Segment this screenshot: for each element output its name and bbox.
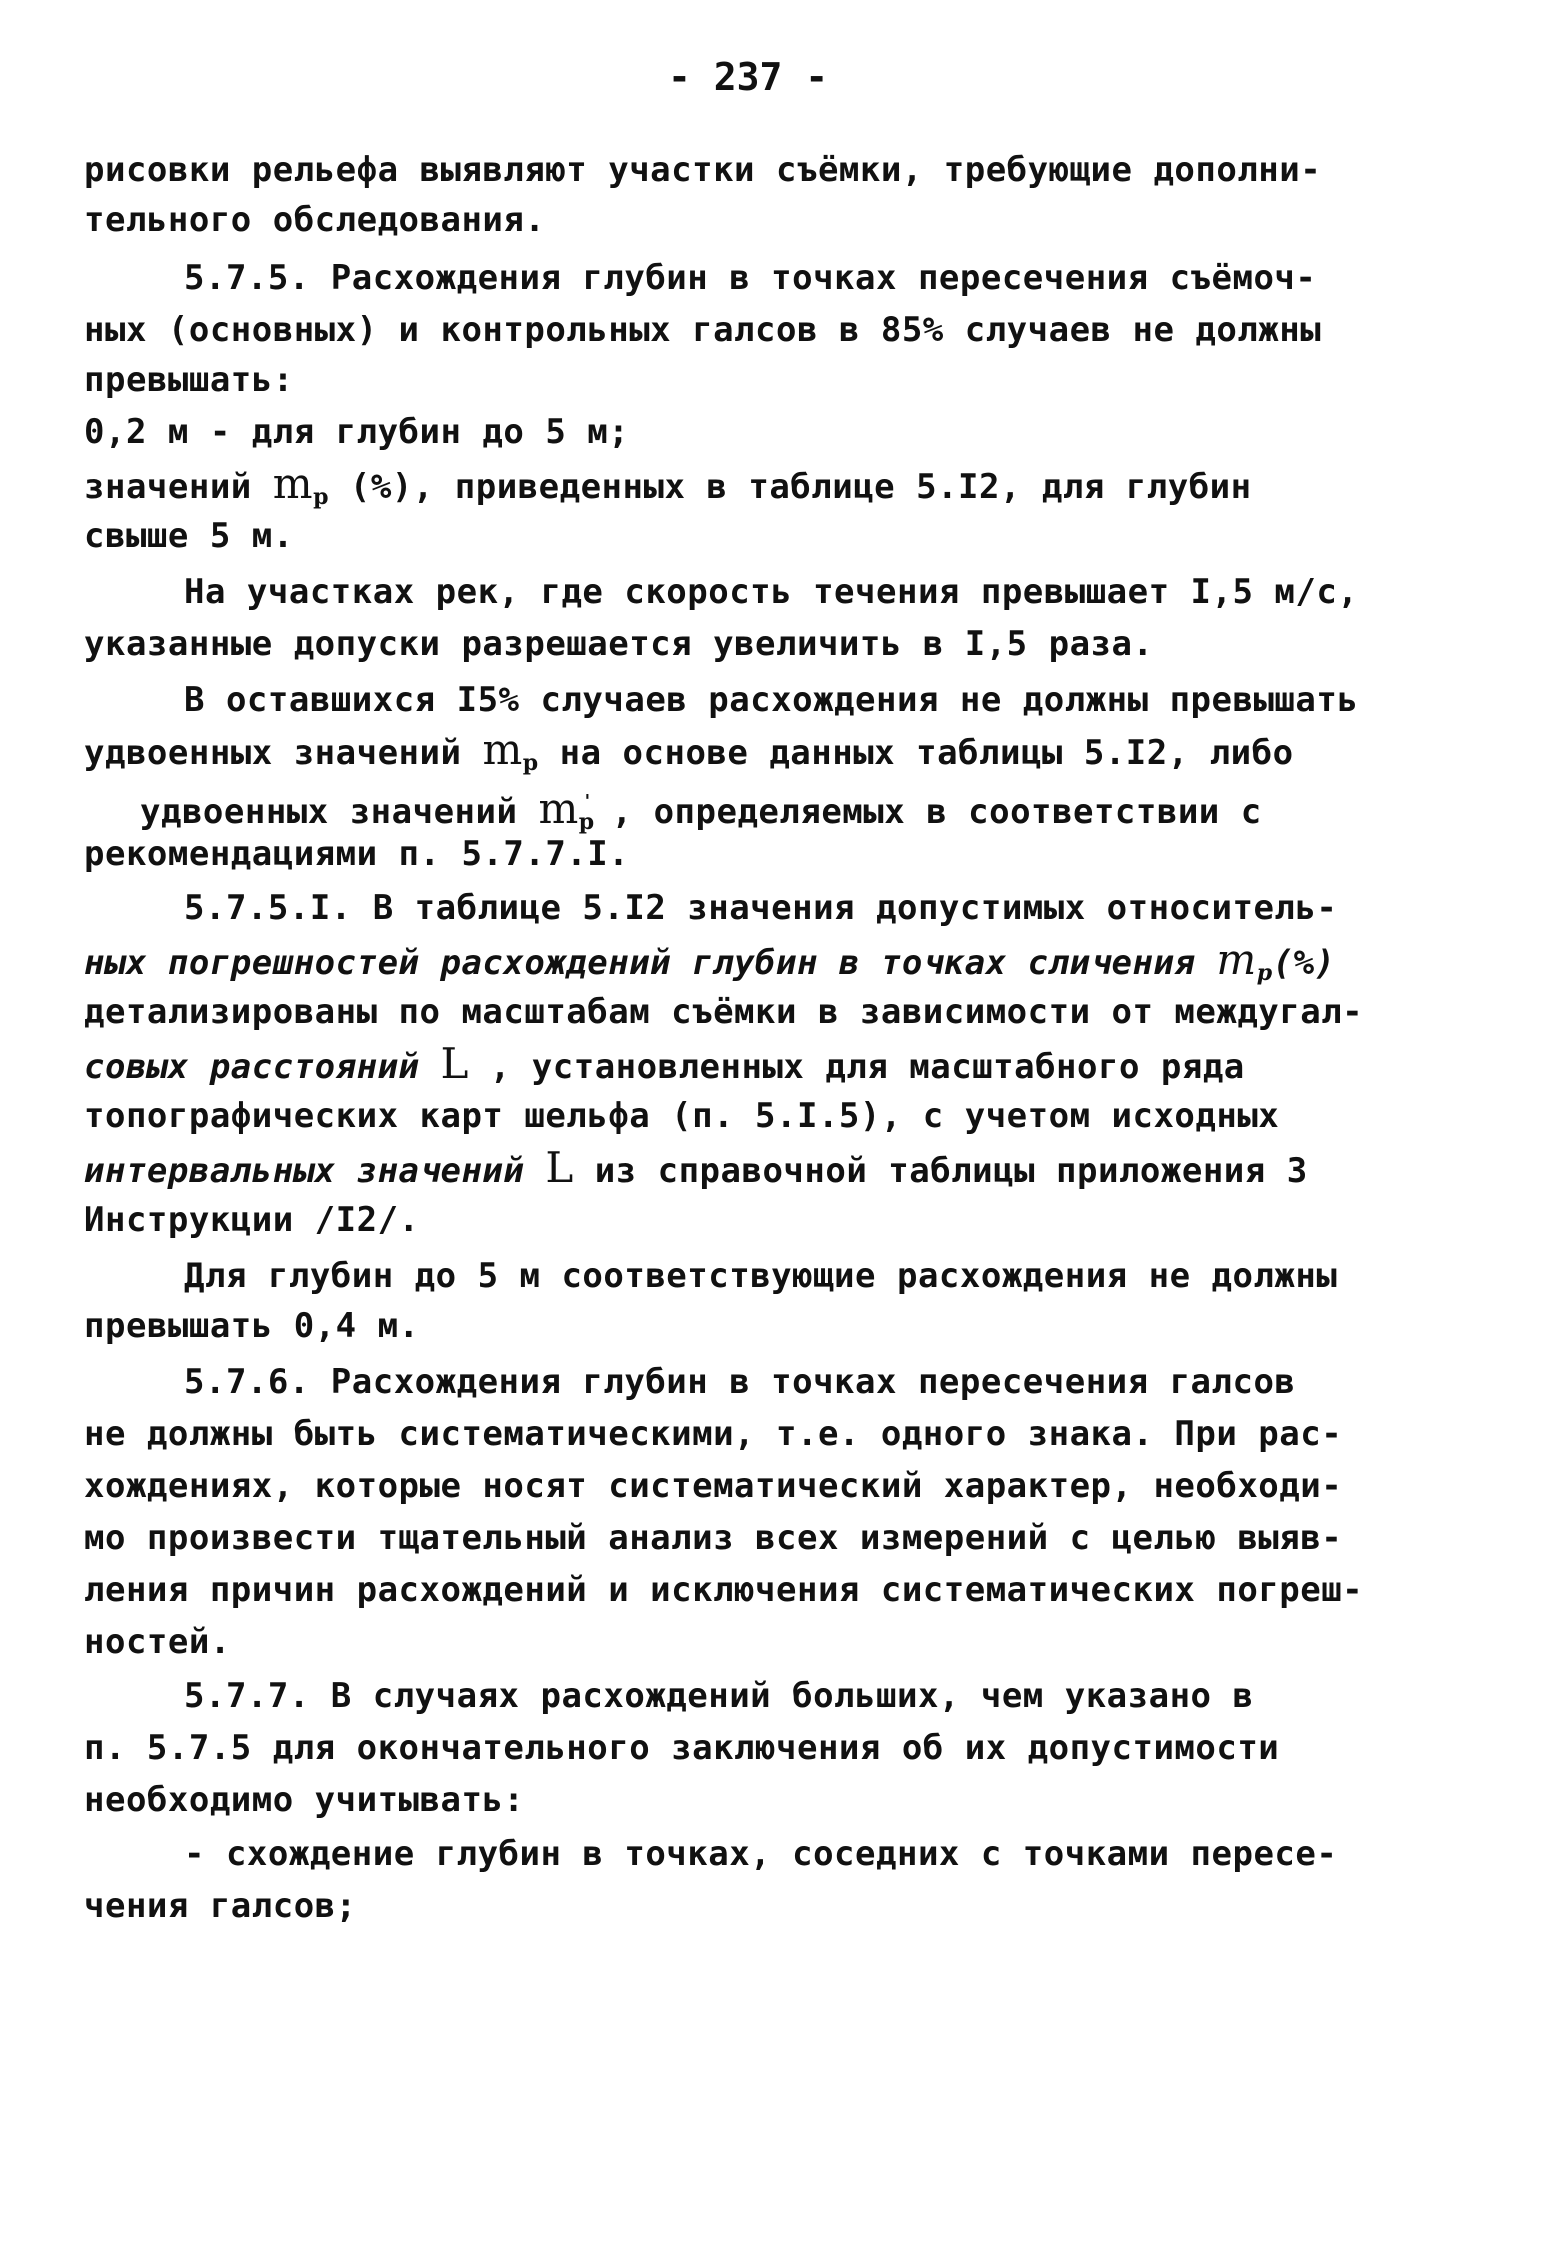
text-line-13-a: удвоенных значений [140,792,539,832]
text-line-3: 5.7.5. Расхождения глубин в точках пересечения съёмоч- [184,258,1317,298]
text-line-33: - схождение глубин в точках, соседних с точками пересе- [184,1834,1338,1874]
text-line-27: мо произвести тщательный анализ всех измерений с целью выяв- [84,1518,1343,1558]
symbol-m: m [1216,935,1257,984]
text-line-25: не должны быть систематическими, т.е. одного знака. При рас- [84,1414,1343,1454]
text-line-31: п. 5.7.5 для окончательного заключения об их допустимости [84,1728,1280,1768]
text-line-13 [140,782,1262,842]
text-line-9: На участках рек, где скорость течения превышает I,5 м/с, [184,572,1359,612]
text-line-34: чения галсов; [84,1886,357,1926]
text-line-16 [84,935,1336,993]
text-line-11: В оставшихся I5% случаев расхождения не должны превышать [184,680,1359,720]
text-line-21: Инструкции /I2/. [84,1200,420,1240]
text-line-20 [84,1143,1308,1192]
text-line-1: рисовки рельефа выявляют участки съёмки, требующие дополни- [84,150,1322,190]
text-line-5: превышать: [84,360,294,400]
text-line-32: необходимо учитывать: [84,1780,525,1820]
superscript-prime: ' [584,791,591,812]
text-line-18-a: совых расстояний [84,1047,441,1087]
text-line-30: 5.7.7. В случаях расхождений больших, чем указано в [184,1676,1254,1716]
text-line-2: тельного обследования. [84,200,546,240]
text-line-4: ных (основных) и контрольных галсов в 85% случаев не должны [84,310,1322,350]
page-number: - 237 - [668,55,829,99]
text-line-16-a: ных погрешностей расхождений глубин в точках сличения [84,943,1217,983]
symbol-m: m [538,784,579,833]
text-line-26: хождениях, которые носят систематический характер, необходи- [84,1466,1343,1506]
subscript-p: p [522,750,539,776]
symbol-L: L [440,1039,469,1088]
text-line-12-a: удвоенных значений [84,733,483,773]
symbol-m: m [482,725,523,774]
text-line-7-a: значений [84,467,273,507]
text-line-18-b: , установленных для масштабного ряда [468,1047,1245,1087]
text-line-8: свыше 5 м. [84,516,294,556]
text-line-24: 5.7.6. Расхождения глубин в точках пересечения галсов [184,1362,1296,1402]
subscript-p: p [578,809,595,835]
text-line-12 [84,725,1294,783]
text-line-22: Для глубин до 5 м соответствующие расхождения не должны [184,1256,1338,1296]
text-line-20-b: из справочной таблицы приложения 3 [573,1151,1308,1191]
text-line-7 [84,459,1252,517]
subscript-p: p [1256,960,1273,986]
subscript-p: p [313,484,329,510]
text-line-23: превышать 0,4 м. [84,1306,420,1346]
text-line-16-b: (%) [1272,943,1336,983]
text-line-7-b: (%), приведенных в таблице 5.I2, для глубин [328,467,1252,507]
text-line-10: указанные допуски разрешается увеличить в I,5 раза. [84,624,1154,664]
text-line-6: 0,2 м - для глубин до 5 м; [84,412,630,452]
symbol-L: L [545,1143,574,1192]
text-line-28: ления причин расхождений и исключения систематических погреш- [84,1570,1364,1610]
text-line-18 [84,1039,1245,1088]
text-line-14: рекомендациями п. 5.7.7.I. [84,834,630,874]
text-line-17: детализированы по масштабам съёмки в зависимости от междугал- [84,992,1364,1032]
text-line-19: топографических карт шельфа (п. 5.I.5), с учетом исходных [84,1096,1280,1136]
text-line-29: ностей. [84,1622,231,1662]
text-line-13-b: , определяемых в соответствии с [590,792,1262,832]
text-line-15: 5.7.5.I. В таблице 5.I2 значения допустимых относитель- [184,888,1338,928]
text-line-20-a: интервальных значений [84,1151,546,1191]
text-line-12-b: на основе данных таблицы 5.I2, либо [538,733,1294,773]
symbol-m: m [272,459,314,508]
